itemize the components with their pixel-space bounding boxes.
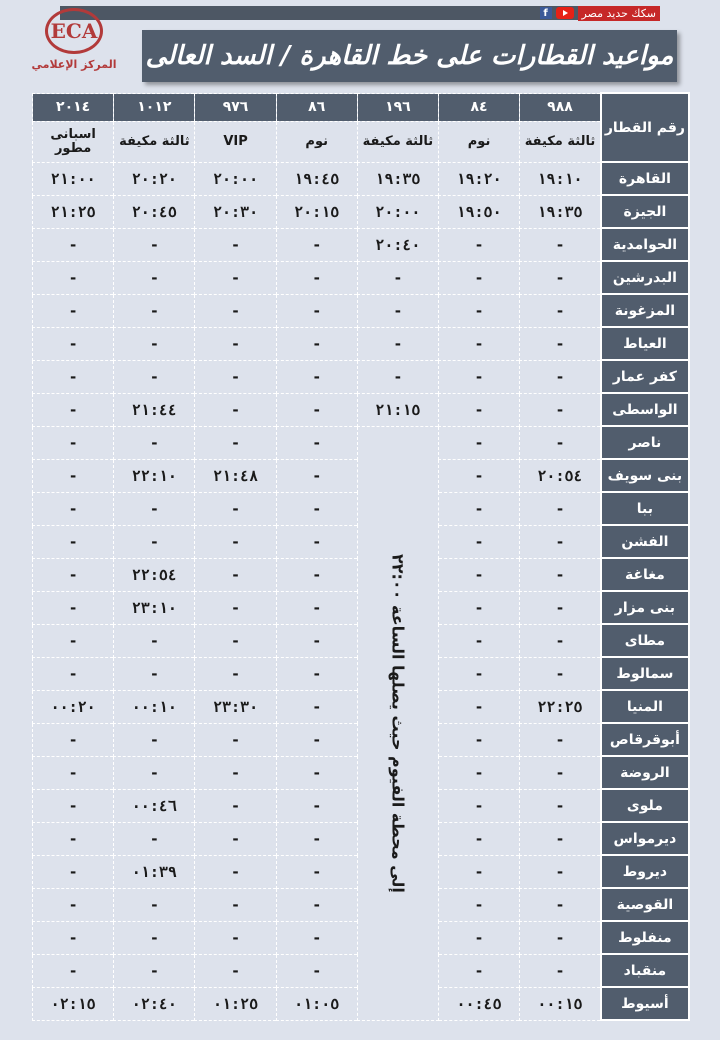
time-cell: -: [276, 360, 357, 393]
station-name: ملوى: [601, 789, 689, 822]
train-number-row: [33, 93, 690, 121]
time-cell: -: [33, 888, 114, 921]
time-cell: -: [520, 327, 601, 360]
time-cell: -: [33, 294, 114, 327]
train-number: ٨٦: [276, 93, 357, 121]
time-cell: -: [114, 426, 195, 459]
time-cell: ٢٠:٣٠: [195, 195, 276, 228]
time-cell: -: [438, 294, 519, 327]
time-cell: ٢١:٤٤: [114, 393, 195, 426]
time-cell: -: [438, 360, 519, 393]
time-cell: -: [33, 327, 114, 360]
time-cell: ٠١:٠٥: [276, 987, 357, 1020]
time-cell: ٢١:٤٨: [195, 459, 276, 492]
station-name: العياط: [601, 327, 689, 360]
time-cell: ٠٠:٤٥: [438, 987, 519, 1020]
time-cell: ١٩:١٠: [520, 162, 601, 195]
time-cell: -: [520, 624, 601, 657]
station-name: الفشن: [601, 525, 689, 558]
time-cell: -: [33, 261, 114, 294]
time-cell: ٢٣:١٠: [114, 591, 195, 624]
time-cell: -: [520, 294, 601, 327]
time-cell: -: [33, 723, 114, 756]
time-cell: -: [33, 756, 114, 789]
time-cell: -: [520, 261, 601, 294]
time-cell: -: [438, 723, 519, 756]
time-cell: -: [195, 855, 276, 888]
train-type: ثالثة مكيفة: [114, 121, 195, 162]
time-cell: -: [195, 954, 276, 987]
table-row: [33, 261, 690, 294]
time-cell: -: [520, 492, 601, 525]
time-cell: -: [276, 525, 357, 558]
time-cell: -: [438, 789, 519, 822]
time-cell: -: [114, 888, 195, 921]
logo-emblem: ECA: [45, 8, 103, 54]
time-cell: -: [276, 426, 357, 459]
station-name: القاهرة: [601, 162, 689, 195]
station-name: البدرشين: [601, 261, 689, 294]
train-type: نوم: [276, 121, 357, 162]
time-cell: -: [33, 591, 114, 624]
time-cell: -: [438, 558, 519, 591]
time-cell: -: [114, 756, 195, 789]
time-cell: -: [195, 921, 276, 954]
time-cell: -: [520, 855, 601, 888]
train-type: ثالثة مكيفة: [520, 121, 601, 162]
time-cell: -: [438, 822, 519, 855]
time-cell: ٢٢:١٠: [114, 459, 195, 492]
time-cell: -: [195, 756, 276, 789]
time-cell: -: [276, 228, 357, 261]
logo-caption: المركز الإعلامي: [31, 58, 117, 71]
time-cell: -: [357, 360, 438, 393]
time-cell: ٠٠:١٥: [520, 987, 601, 1020]
time-cell: ٠٠:٤٦: [114, 789, 195, 822]
facebook-icon[interactable]: f: [540, 7, 552, 19]
time-cell: -: [438, 954, 519, 987]
time-cell: -: [114, 822, 195, 855]
train-type-row: [33, 121, 690, 162]
station-name: أسيوط: [601, 987, 689, 1020]
station-name: مطاى: [601, 624, 689, 657]
time-cell: ١٩:٢٠: [438, 162, 519, 195]
time-cell: -: [276, 393, 357, 426]
time-cell: ٢٢:٢٥: [520, 690, 601, 723]
table-row: [33, 327, 690, 360]
time-cell: -: [438, 228, 519, 261]
time-cell: ٢٠:١٥: [276, 195, 357, 228]
time-cell: -: [33, 657, 114, 690]
time-cell: -: [195, 426, 276, 459]
time-cell: -: [195, 888, 276, 921]
time-cell: -: [195, 525, 276, 558]
station-name: كفر عمار: [601, 360, 689, 393]
time-cell: -: [520, 723, 601, 756]
time-cell: -: [276, 261, 357, 294]
time-cell: -: [438, 921, 519, 954]
train-type: ثالثة مكيفة: [357, 121, 438, 162]
station-name: ديرمواس: [601, 822, 689, 855]
time-cell: -: [33, 525, 114, 558]
time-cell: -: [33, 492, 114, 525]
social-links: [540, 4, 660, 22]
time-cell: -: [438, 756, 519, 789]
station-name: بنى سويف: [601, 459, 689, 492]
train-196-note: إلى محطة الفيوم حيث يصلها الساعة ٢٢:٠٠: [357, 426, 438, 1020]
time-cell: -: [114, 294, 195, 327]
time-cell: -: [114, 228, 195, 261]
time-cell: -: [276, 855, 357, 888]
time-cell: -: [357, 327, 438, 360]
train-number: ٩٨٨: [520, 93, 601, 121]
time-cell: -: [438, 393, 519, 426]
station-name: بنى مزار: [601, 591, 689, 624]
time-cell: -: [520, 591, 601, 624]
time-cell: -: [438, 492, 519, 525]
schedule-table: [32, 92, 690, 1021]
time-cell: ٠٢:٤٠: [114, 987, 195, 1020]
time-cell: -: [520, 228, 601, 261]
time-cell: -: [276, 294, 357, 327]
time-cell: -: [195, 294, 276, 327]
time-cell: ٢٠:٤٠: [357, 228, 438, 261]
time-cell: -: [195, 327, 276, 360]
time-cell: -: [520, 822, 601, 855]
time-cell: -: [33, 228, 114, 261]
time-cell: -: [114, 723, 195, 756]
time-cell: -: [520, 558, 601, 591]
time-cell: ٢١:٠٠: [33, 162, 114, 195]
time-cell: -: [520, 657, 601, 690]
time-cell: -: [276, 459, 357, 492]
youtube-icon[interactable]: [556, 7, 574, 19]
train-number: ١٠١٢: [114, 93, 195, 121]
station-name: الحوامدية: [601, 228, 689, 261]
train-number: ٢٠١٤: [33, 93, 114, 121]
time-cell: ٢٠:٠٠: [357, 195, 438, 228]
station-name: الروضة: [601, 756, 689, 789]
time-cell: -: [33, 822, 114, 855]
table-row: [33, 195, 690, 228]
time-cell: -: [33, 393, 114, 426]
time-cell: -: [276, 690, 357, 723]
station-name: الواسطى: [601, 393, 689, 426]
time-cell: -: [438, 261, 519, 294]
time-cell: -: [114, 327, 195, 360]
time-cell: -: [33, 459, 114, 492]
table-row: [33, 228, 690, 261]
time-cell: -: [438, 327, 519, 360]
time-cell: -: [520, 954, 601, 987]
time-cell: -: [33, 426, 114, 459]
time-cell: -: [438, 459, 519, 492]
time-cell: ١٩:٣٥: [520, 195, 601, 228]
time-cell: -: [195, 360, 276, 393]
time-cell: -: [195, 591, 276, 624]
time-cell: -: [438, 855, 519, 888]
train-type: نوم: [438, 121, 519, 162]
station-name: أبوقرقاص: [601, 723, 689, 756]
time-cell: -: [276, 657, 357, 690]
time-cell: ٠٠:١٠: [114, 690, 195, 723]
time-cell: -: [520, 360, 601, 393]
logo: [18, 8, 130, 74]
train-type: اسبانى مطور: [33, 121, 114, 162]
time-cell: ٢١:١٥: [357, 393, 438, 426]
time-cell: -: [33, 921, 114, 954]
train-number-label: رقم القطار: [601, 93, 689, 162]
time-cell: -: [195, 393, 276, 426]
time-cell: -: [520, 525, 601, 558]
time-cell: -: [276, 492, 357, 525]
time-cell: -: [276, 558, 357, 591]
time-cell: -: [114, 624, 195, 657]
time-cell: ٢٠:٠٠: [195, 162, 276, 195]
time-cell: ٠١:٣٩: [114, 855, 195, 888]
time-cell: -: [195, 228, 276, 261]
time-cell: ٠٢:١٥: [33, 987, 114, 1020]
time-cell: -: [33, 954, 114, 987]
table-row: [33, 426, 690, 459]
time-cell: -: [520, 393, 601, 426]
station-name: منقباد: [601, 954, 689, 987]
train-type: VIP: [195, 121, 276, 162]
time-cell: -: [114, 492, 195, 525]
station-name: منفلوط: [601, 921, 689, 954]
brand-text: سكك حديد مصر: [578, 6, 660, 21]
station-name: الجيزة: [601, 195, 689, 228]
station-name: ناصر: [601, 426, 689, 459]
table-row: [33, 294, 690, 327]
station-name: سمالوط: [601, 657, 689, 690]
time-cell: -: [195, 789, 276, 822]
time-cell: -: [276, 723, 357, 756]
time-cell: -: [520, 756, 601, 789]
time-cell: -: [114, 954, 195, 987]
time-cell: -: [195, 657, 276, 690]
time-cell: ٠١:٢٥: [195, 987, 276, 1020]
time-cell: -: [195, 261, 276, 294]
time-cell: -: [520, 789, 601, 822]
time-cell: -: [33, 789, 114, 822]
time-cell: ١٩:٣٥: [357, 162, 438, 195]
table-row: [33, 162, 690, 195]
time-cell: -: [276, 624, 357, 657]
train-number: ١٩٦: [357, 93, 438, 121]
time-cell: -: [33, 624, 114, 657]
time-cell: -: [114, 657, 195, 690]
time-cell: -: [438, 591, 519, 624]
time-cell: -: [438, 888, 519, 921]
time-cell: -: [276, 327, 357, 360]
time-cell: -: [33, 360, 114, 393]
time-cell: -: [276, 591, 357, 624]
time-cell: ٠٠:٢٠: [33, 690, 114, 723]
time-cell: ٢٠:٤٥: [114, 195, 195, 228]
table-row: [33, 360, 690, 393]
station-name: المنيا: [601, 690, 689, 723]
train-number: ٨٤: [438, 93, 519, 121]
time-cell: -: [114, 360, 195, 393]
time-cell: -: [520, 888, 601, 921]
train-number: ٩٧٦: [195, 93, 276, 121]
station-name: مغاغة: [601, 558, 689, 591]
time-cell: -: [276, 789, 357, 822]
time-cell: -: [438, 657, 519, 690]
time-cell: -: [276, 822, 357, 855]
time-cell: -: [438, 525, 519, 558]
time-cell: -: [438, 426, 519, 459]
time-cell: ١٩:٤٥: [276, 162, 357, 195]
time-cell: -: [195, 492, 276, 525]
table-row: [33, 393, 690, 426]
time-cell: -: [195, 558, 276, 591]
time-cell: -: [114, 261, 195, 294]
time-cell: -: [195, 624, 276, 657]
station-name: المزغونة: [601, 294, 689, 327]
time-cell: ٢٣:٣٠: [195, 690, 276, 723]
time-cell: -: [114, 921, 195, 954]
time-cell: -: [276, 756, 357, 789]
time-cell: ٢٠:٥٤: [520, 459, 601, 492]
time-cell: -: [357, 294, 438, 327]
time-cell: -: [195, 822, 276, 855]
time-cell: -: [276, 921, 357, 954]
page-title: مواعيد القطارات على خط القاهرة / السد العالى: [142, 30, 677, 82]
time-cell: -: [195, 723, 276, 756]
time-cell: -: [276, 954, 357, 987]
time-cell: -: [357, 261, 438, 294]
time-cell: -: [114, 525, 195, 558]
time-cell: ٢٢:٥٤: [114, 558, 195, 591]
time-cell: -: [438, 624, 519, 657]
time-cell: -: [520, 426, 601, 459]
time-cell: -: [33, 855, 114, 888]
time-cell: -: [520, 921, 601, 954]
time-cell: ١٩:٥٠: [438, 195, 519, 228]
time-cell: -: [438, 690, 519, 723]
time-cell: -: [33, 558, 114, 591]
time-cell: ٢٠:٢٠: [114, 162, 195, 195]
station-name: ببا: [601, 492, 689, 525]
station-name: ديروط: [601, 855, 689, 888]
time-cell: ٢١:٢٥: [33, 195, 114, 228]
station-name: القوصية: [601, 888, 689, 921]
time-cell: -: [276, 888, 357, 921]
